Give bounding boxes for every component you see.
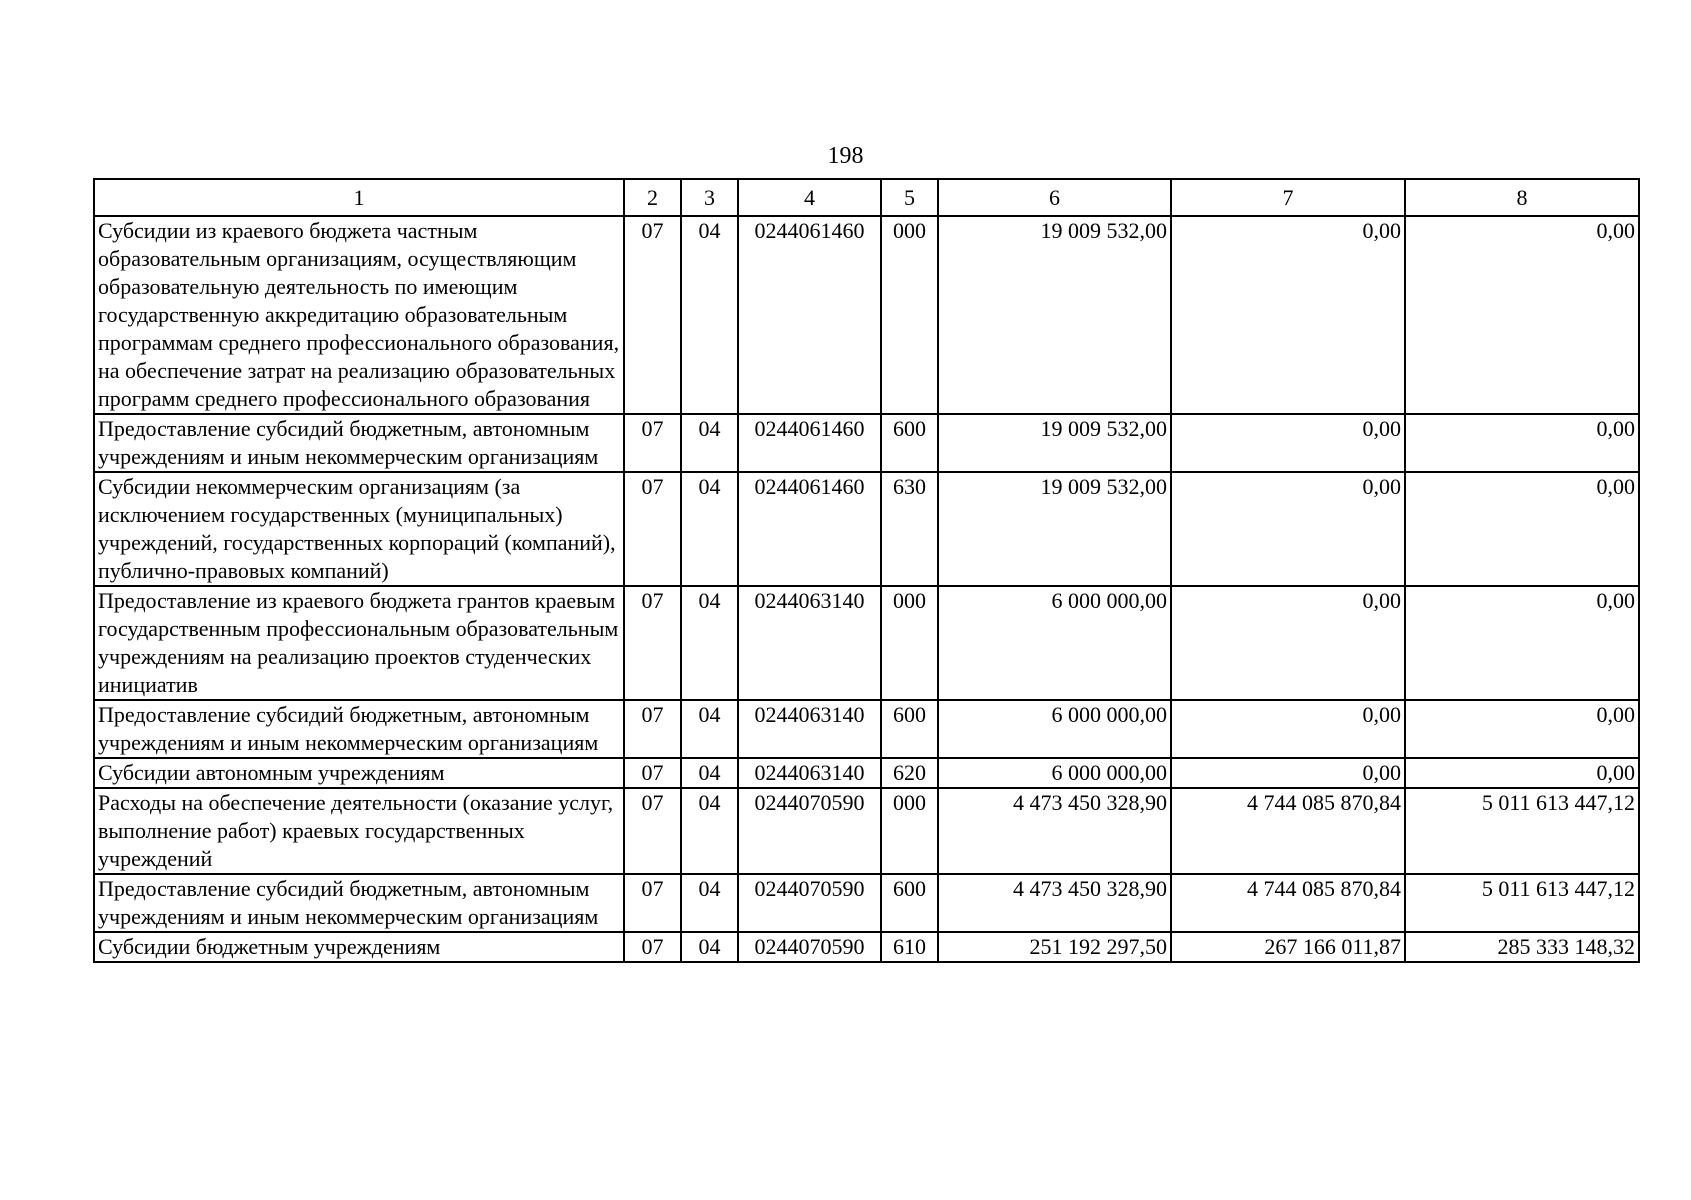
amount-col6: 4 473 450 328,90 (938, 874, 1171, 932)
table-row (94, 700, 1639, 758)
subsection-code: 04 (681, 874, 738, 932)
row-description: Предоставление из краевого бюджета грантов краевым государственным профессиональным образовательным учреждениям на реализацию проектов студенческих инициатив (94, 586, 624, 700)
table-row (94, 414, 1639, 472)
budget-table (93, 178, 1640, 963)
amount-col6: 6 000 000,00 (938, 586, 1171, 700)
subsection-code: 04 (681, 472, 738, 586)
row-description: Предоставление субсидий бюджетным, автономным учреждениям и иным некоммерческим организациям (94, 700, 624, 758)
header-cell: 1 (94, 179, 624, 216)
subsection-code: 04 (681, 788, 738, 874)
section-code: 07 (624, 700, 681, 758)
header-cell: 7 (1171, 179, 1405, 216)
row-description: Предоставление субсидий бюджетным, автономным учреждениям и иным некоммерческим организациям (94, 414, 624, 472)
section-code: 07 (624, 788, 681, 874)
header-cell: 4 (738, 179, 881, 216)
header-cell: 2 (624, 179, 681, 216)
section-code: 07 (624, 932, 681, 962)
expense-type-code: 610 (881, 932, 938, 962)
expense-type-code: 600 (881, 700, 938, 758)
expense-type-code: 000 (881, 586, 938, 700)
section-code: 07 (624, 758, 681, 788)
target-article-code: 0244061460 (738, 216, 881, 414)
target-article-code: 0244070590 (738, 874, 881, 932)
amount-col8: 0,00 (1405, 700, 1639, 758)
amount-col7: 4 744 085 870,84 (1171, 788, 1405, 874)
expense-type-code: 600 (881, 874, 938, 932)
amount-col8: 0,00 (1405, 414, 1639, 472)
amount-col7: 4 744 085 870,84 (1171, 874, 1405, 932)
table-row (94, 932, 1639, 962)
amount-col7: 0,00 (1171, 586, 1405, 700)
subsection-code: 04 (681, 414, 738, 472)
table-row (94, 472, 1639, 586)
row-description: Расходы на обеспечение деятельности (оказание услуг, выполнение работ) краевых государственных учреждений (94, 788, 624, 874)
target-article-code: 0244063140 (738, 700, 881, 758)
amount-col8: 0,00 (1405, 472, 1639, 586)
section-code: 07 (624, 216, 681, 414)
amount-col7: 267 166 011,87 (1171, 932, 1405, 962)
target-article-code: 0244063140 (738, 586, 881, 700)
section-code: 07 (624, 874, 681, 932)
table-row (94, 874, 1639, 932)
expense-type-code: 000 (881, 216, 938, 414)
row-description: Субсидии бюджетным учреждениям (94, 932, 624, 962)
table-row (94, 788, 1639, 874)
amount-col8: 0,00 (1405, 758, 1639, 788)
section-code: 07 (624, 414, 681, 472)
amount-col6: 6 000 000,00 (938, 700, 1171, 758)
subsection-code: 04 (681, 758, 738, 788)
header-cell: 5 (881, 179, 938, 216)
table-row (94, 216, 1639, 414)
target-article-code: 0244070590 (738, 932, 881, 962)
expense-type-code: 630 (881, 472, 938, 586)
amount-col8: 0,00 (1405, 216, 1639, 414)
amount-col6: 6 000 000,00 (938, 758, 1171, 788)
amount-col8: 5 011 613 447,12 (1405, 874, 1639, 932)
header-row (94, 179, 1639, 216)
subsection-code: 04 (681, 216, 738, 414)
amount-col6: 251 192 297,50 (938, 932, 1171, 962)
row-description: Субсидии автономным учреждениям (94, 758, 624, 788)
row-description: Субсидии из краевого бюджета частным образовательным организациям, осуществляющим образовательную деятельность по имеющим государственную аккредитацию образовательным программам среднего профессионального образования, на обеспечение затрат на реализацию образовательных программ среднего профессионального образования (94, 216, 624, 414)
section-code: 07 (624, 586, 681, 700)
amount-col7: 0,00 (1171, 758, 1405, 788)
amount-col8: 285 333 148,32 (1405, 932, 1639, 962)
row-description: Субсидии некоммерческим организациям (за исключением государственных (муниципальных) учреждений, государственных корпораций (компаний), публично-правовых компаний) (94, 472, 624, 586)
amount-col7: 0,00 (1171, 216, 1405, 414)
subsection-code: 04 (681, 700, 738, 758)
target-article-code: 0244061460 (738, 414, 881, 472)
target-article-code: 0244061460 (738, 472, 881, 586)
amount-col6: 19 009 532,00 (938, 414, 1171, 472)
section-code: 07 (624, 472, 681, 586)
target-article-code: 0244063140 (738, 758, 881, 788)
amount-col7: 0,00 (1171, 700, 1405, 758)
table-row (94, 586, 1639, 700)
row-description: Предоставление субсидий бюджетным, автономным учреждениям и иным некоммерческим организациям (94, 874, 624, 932)
amount-col7: 0,00 (1171, 472, 1405, 586)
table-row (94, 758, 1639, 788)
amount-col6: 4 473 450 328,90 (938, 788, 1171, 874)
amount-col6: 19 009 532,00 (938, 216, 1171, 414)
amount-col7: 0,00 (1171, 414, 1405, 472)
expense-type-code: 620 (881, 758, 938, 788)
subsection-code: 04 (681, 586, 738, 700)
amount-col8: 0,00 (1405, 586, 1639, 700)
expense-type-code: 000 (881, 788, 938, 874)
expense-type-code: 600 (881, 414, 938, 472)
header-cell: 3 (681, 179, 738, 216)
amount-col8: 5 011 613 447,12 (1405, 788, 1639, 874)
header-cell: 6 (938, 179, 1171, 216)
header-cell: 8 (1405, 179, 1639, 216)
page-number: 198 (827, 143, 864, 169)
subsection-code: 04 (681, 932, 738, 962)
target-article-code: 0244070590 (738, 788, 881, 874)
amount-col6: 19 009 532,00 (938, 472, 1171, 586)
